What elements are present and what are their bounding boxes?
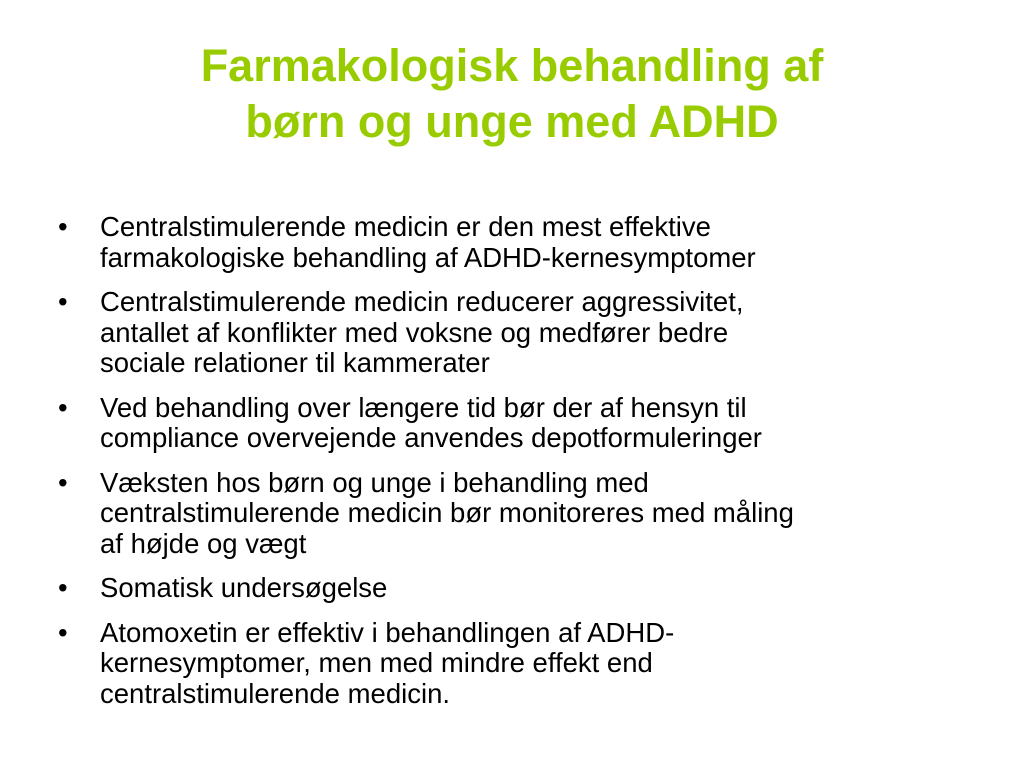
bullet-marker: •: [58, 211, 68, 242]
bullet-item: [56, 468, 976, 560]
bullet-text-line: Somatisk undersøgelse: [100, 572, 388, 603]
bullet-text-line: compliance overvejende anvendes depotformuleringer: [100, 422, 762, 453]
bullet-text-line: Atomoxetin er effektiv i behandlingen af ADHD-: [100, 616, 675, 648]
bullet-text-line: Centralstimulerende medicin er den mest effektive: [100, 211, 711, 242]
slide-title-line-2: børn og unge med ADHD: [245, 96, 779, 147]
bullet-item: [56, 393, 976, 454]
bullet-marker: •: [58, 286, 68, 317]
bullet-text-line: farmakologiske behandling af ADHD-kernesymptomer: [100, 241, 756, 273]
bullet-text-line: antallet af konflikter med voksne og medfører bedre: [100, 316, 729, 348]
bullet-marker: •: [58, 391, 68, 423]
slide-title: [80, 38, 944, 150]
bullet-text-line: Centralstimulerende medicin reducerer aggressivitet,: [100, 286, 744, 317]
bullet-text-line: Ved behandling over længere tid bør der af hensyn til: [100, 391, 747, 423]
bullet-item: [56, 212, 976, 273]
bullet-item: [56, 618, 976, 710]
bullet-marker: •: [58, 466, 68, 498]
bullet-text-line: centralstimulerende medicin bør monitoreres med måling: [100, 497, 794, 528]
bullet-list: [56, 212, 976, 723]
bullet-text-line: Væksten hos børn og unge i behandling med: [100, 466, 649, 498]
bullet-text-line: kernesymptomer, men med mindre effekt end: [100, 647, 653, 678]
bullet-item: [56, 573, 976, 604]
bullet-text-line: sociale relationer til kammerater: [100, 347, 490, 378]
bullet-text-line: centralstimulerende medicin.: [100, 677, 451, 709]
bullet-item: [56, 287, 976, 379]
bullet-marker: •: [58, 616, 68, 648]
bullet-text-line: af højde og vægt: [100, 527, 307, 559]
slide-title-line-1: Farmakologisk behandling af: [200, 40, 824, 91]
bullet-marker: •: [58, 572, 68, 603]
